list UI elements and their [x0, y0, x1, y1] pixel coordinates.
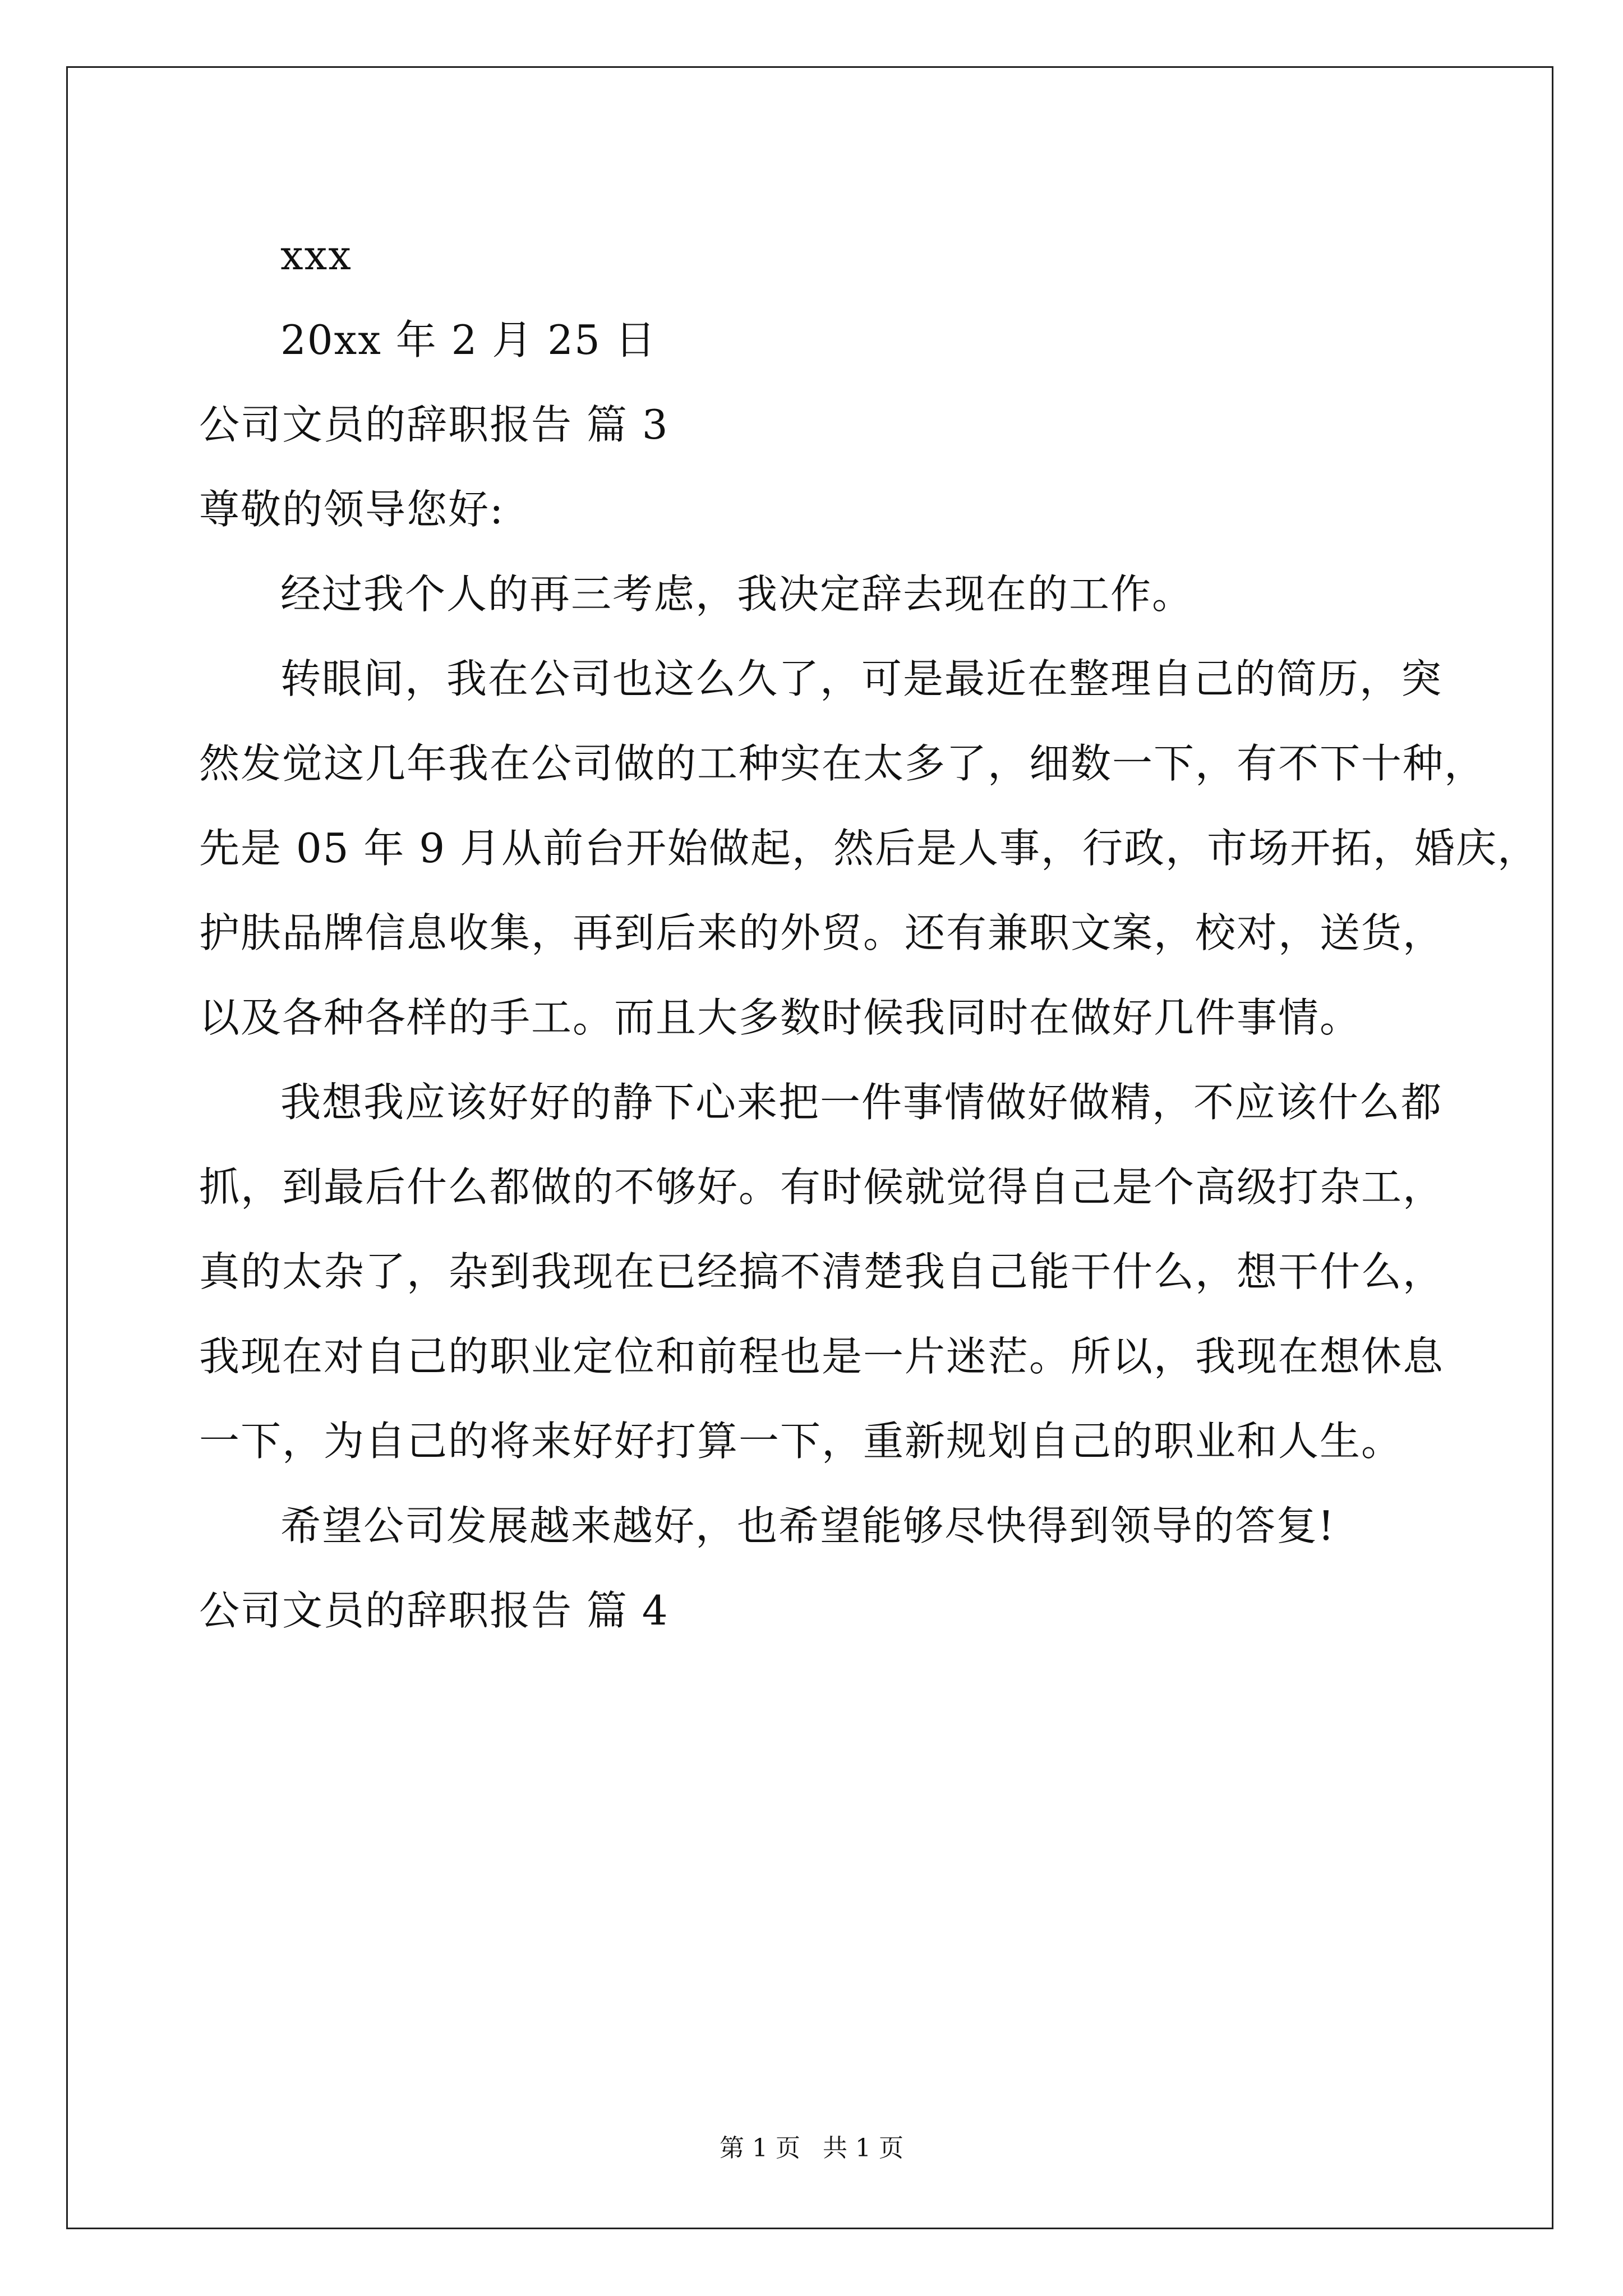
paragraph-line: 我现在对自己的职业定位和前程也是一片迷茫。所以，我现在想休息	[199, 1333, 1445, 1380]
section-title: 公司文员的辞职报告 篇 4	[199, 1587, 669, 1634]
signature-date: 20xx 年 2 月 25 日	[280, 316, 657, 364]
paragraph-line: 抓，到最后什么都做的不够好。有时候就觉得自己是个高级打杂工，	[199, 1163, 1445, 1211]
signature-name: xxx	[280, 232, 352, 279]
paragraph-line: 我想我应该好好的静下心来把一件事情做好做精，不应该什么都	[280, 1079, 1443, 1126]
paragraph-line: 先是 05 年 9 月从前台开始做起，然后是人事，行政，市场开拓，婚庆，	[199, 825, 1539, 872]
page-total: 共 1 页	[823, 2134, 903, 2162]
section-title: 公司文员的辞职报告 篇 3	[199, 401, 669, 448]
page-number: 第 1 页	[720, 2134, 800, 2162]
page-footer	[0, 2132, 1623, 2165]
paragraph-line: 以及各种各样的手工。而且大多数时候我同时在做好几件事情。	[199, 994, 1362, 1041]
paragraph-line: 护肤品牌信息收集，再到后来的外贸。还有兼职文案，校对，送货，	[199, 909, 1445, 956]
paragraph-line: 希望公司发展越来越好，也希望能够尽快得到领导的答复!	[280, 1502, 1335, 1549]
paragraph-line: 真的太杂了，杂到我现在已经搞不清楚我自己能干什么，想干什么，	[199, 1248, 1445, 1295]
paragraph-line: 转眼间，我在公司也这么久了，可是最近在整理自己的简历，突	[280, 655, 1443, 702]
salutation: 尊敬的领导您好:	[199, 486, 505, 533]
paragraph-line: 经过我个人的再三考虑，我决定辞去现在的工作。	[280, 570, 1194, 618]
document-body	[199, 213, 1539, 1653]
paragraph-line: 然发觉这几年我在公司做的工种实在太多了，细数一下，有不下十种，	[199, 740, 1486, 787]
paragraph-line: 一下，为自己的将来好好打算一下，重新规划自己的职业和人生。	[199, 1418, 1403, 1465]
